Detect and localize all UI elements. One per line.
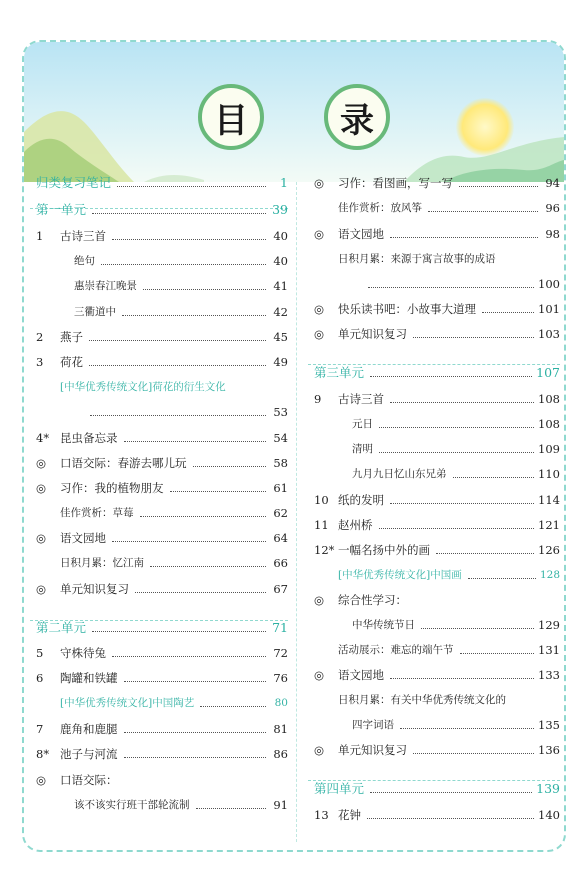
toc-page-number: 64 [273,531,288,545]
toc-entry-number: 5 [36,646,44,660]
dot-leader [112,239,266,240]
toc-page-number: 41 [273,279,288,293]
dot-leader [150,566,266,567]
dot-leader [112,541,266,542]
toc-page-number: 53 [273,405,288,419]
toc-entry-number: 10 [314,493,329,507]
toc-entry-title: 守株待兔 [60,646,106,660]
toc-entry-title: 燕子 [60,330,83,344]
toc-entry-row[interactable] [314,643,560,657]
toc-page-number: 40 [273,229,288,243]
toc-entry-row[interactable] [314,593,560,607]
toc-entry-row[interactable] [314,543,560,557]
toc-entry-title: 昆虫备忘录 [60,431,118,445]
toc-entry-title: [中华优秀传统文化]荷花的衍生文化 [60,381,226,393]
dot-leader [135,592,266,593]
toc-entry-title: 荷花 [60,355,83,369]
toc-entry-number: ◎ [314,327,325,341]
toc-entry-title: 综合性学习： [338,593,407,607]
toc-entry-number: ◎ [314,668,325,682]
toc-entry-row[interactable] [314,668,560,682]
dot-leader [370,792,532,793]
dot-leader [101,264,266,265]
toc-entry-row[interactable] [314,467,560,481]
toc-entry-number: ◎ [314,593,325,607]
toc-entry-row[interactable] [314,277,560,291]
dot-leader [390,503,534,504]
toc-entry-title: 花钟 [338,808,361,822]
toc-entry-row[interactable] [36,671,288,685]
toc-page-number: 71 [272,620,288,635]
toc-entry-title: 日积月累：有关中华优秀传统文化的 [338,694,506,706]
toc-entry-row[interactable] [314,417,560,431]
toc-entry-row[interactable] [314,568,560,582]
toc-entry-number: 6 [36,671,44,685]
toc-entry-title: 四字词语 [352,719,394,731]
dot-leader [459,186,538,187]
toc-page-number: 114 [538,493,560,507]
toc-page-number: 49 [273,355,288,369]
toc-entry-row[interactable] [314,518,560,532]
toc-page-number: 94 [545,176,560,190]
dot-leader [89,365,266,366]
dot-leader [368,287,534,288]
toc-entry-number: ◎ [314,743,325,757]
toc-entry-row[interactable] [36,279,288,293]
toc-entry-row[interactable] [36,722,288,736]
toc-entry-title: 日积月累：来源于寓言故事的成语 [338,253,496,265]
toc-entry-row[interactable] [36,798,288,812]
toc-entry-title: 单元知识复习 [338,743,407,757]
toc-entry-number: ◎ [36,456,47,470]
dot-leader [92,631,266,632]
toc-page-number: 108 [538,392,560,406]
toc-entry-number: ◎ [36,773,47,787]
dot-leader [124,757,267,758]
toc-entry-row[interactable] [314,327,560,341]
toc-entry-row[interactable] [314,693,560,707]
toc-entry-number: ◎ [36,481,47,495]
toc-page-number: 140 [538,808,560,822]
toc-section-title: 第三单元 [314,365,365,380]
toc-entry-number: 13 [314,808,329,822]
title-char-2: 录 [324,84,390,150]
toc-entry-title: 陶罐和铁罐 [60,671,118,685]
toc-entry-number: 12* [314,543,335,557]
toc-page-number: 126 [538,543,560,557]
toc-entry-row[interactable] [36,481,288,495]
toc-entry-title: 口语交际： [60,773,118,787]
toc-entry-row[interactable] [36,456,288,470]
toc-entry-number: 8* [36,747,50,761]
toc-page-number: 76 [273,671,288,685]
toc-entry-number: 2 [36,330,44,344]
toc-entry-number: ◎ [314,302,325,316]
toc-page-number: 101 [538,302,560,316]
toc-page-number: 100 [538,277,560,291]
toc-entry-row[interactable] [36,531,288,545]
dot-leader [390,678,534,679]
toc-entry-title: [中华优秀传统文化]中国画 [338,569,462,581]
toc-entry-title: 清明 [352,443,373,455]
toc-entry-title: 活动展示：难忘的端午节 [338,644,454,656]
toc-entry-title: 该不该实行班干部轮流制 [74,799,190,811]
toc-entry-title: 快乐读书吧：小故事大道理 [338,302,476,316]
toc-section-title: 第四单元 [314,781,365,796]
toc-entry-row[interactable] [314,302,560,316]
dot-leader [196,808,267,809]
toc-entry-title: 中华传统节日 [352,619,415,631]
toc-entry-row[interactable] [314,442,560,456]
toc-entry-row[interactable] [36,355,288,369]
toc-page-number: 45 [273,330,288,344]
toc-page-number: 136 [538,743,560,757]
toc-entry-title: 纸的发明 [338,493,384,507]
dot-leader [379,427,534,428]
toc-entry-number: 9 [314,392,322,406]
dot-leader [482,312,534,313]
toc-entry-number: ◎ [36,531,47,545]
toc-entry-title: 单元知识复习 [60,582,129,596]
toc-entry-title: 惠崇春江晚景 [74,280,137,292]
toc-entry-title: 习作：看图画，写一写 [338,176,453,190]
toc-entry-title: 习作：我的植物朋友 [60,481,164,495]
dot-leader [117,186,266,187]
toc-entry-row[interactable] [36,773,288,787]
toc-entry-number: 1 [36,229,44,243]
toc-entry-number: 7 [36,722,44,736]
toc-entry-title: 佳作赏析：放风筝 [338,202,422,214]
toc-entry-title: 口语交际：春游去哪儿玩 [60,456,187,470]
dot-leader [453,477,535,478]
toc-entry-number: ◎ [36,582,47,596]
toc-page-number: 39 [272,202,288,217]
toc-page-number: 109 [538,442,560,456]
dot-leader [413,337,534,338]
dot-leader [90,415,266,416]
dot-leader [367,818,534,819]
dot-leader [193,466,267,467]
toc-entry-title: 三衢道中 [74,306,116,318]
toc-entry-row[interactable] [36,380,288,394]
toc-entry-title: 日积月累：忆江南 [60,557,144,569]
toc-section-row[interactable] [314,782,560,796]
toc-page-number: 40 [273,254,288,268]
toc-section-title: 第二单元 [36,620,87,635]
toc-entry-number: 11 [314,518,329,532]
toc-section-title: 第一单元 [36,202,87,217]
toc-page-number: 110 [538,467,560,481]
dot-leader [460,653,535,654]
column-divider [296,182,297,842]
toc-entry-row[interactable] [314,176,560,190]
dot-leader [124,441,267,442]
toc-page-number: 67 [273,582,288,596]
toc-page-number: 58 [273,456,288,470]
toc-entry-number: 3 [36,355,44,369]
toc-entry-row[interactable] [314,227,560,241]
dot-leader [92,213,266,214]
toc-page-number: 128 [539,569,560,581]
toc-entry-row[interactable] [36,254,288,268]
dot-leader [436,553,534,554]
toc-entry-row[interactable] [36,431,288,445]
toc-entry-title: 语文园地 [60,531,106,545]
toc-entry-row[interactable] [314,252,560,266]
toc-page-number: 98 [545,227,560,241]
toc-section-row[interactable] [36,621,288,635]
toc-entry-number: ◎ [314,176,325,190]
toc-section-row[interactable] [36,176,288,190]
toc-section-row[interactable] [314,366,560,380]
toc-entry-number: ◎ [314,227,325,241]
toc-entry-row[interactable] [314,392,560,406]
toc-page-number: 62 [273,506,288,520]
dot-leader [124,681,267,682]
toc-page-number: 1 [280,175,288,190]
toc-entry-row[interactable] [314,718,560,732]
toc-page-number: 135 [538,718,560,732]
toc-page-number: 121 [538,518,560,532]
dot-leader [112,656,266,657]
toc-page-number: 133 [538,668,560,682]
toc-section-row[interactable] [36,203,288,217]
dot-leader [140,516,267,517]
dot-leader [379,452,534,453]
toc-page-number: 91 [273,798,288,812]
toc-entry-number: 4* [36,431,50,445]
dot-leader [379,528,535,529]
toc-entry-title: 佳作赏析：草莓 [60,507,134,519]
toc-entry-title: [中华优秀传统文化]中国陶艺 [60,697,195,709]
toc-page-number: 61 [273,481,288,495]
toc-entry-row[interactable] [36,330,288,344]
toc-page-number: 139 [536,781,560,796]
dot-leader [122,315,266,316]
toc-entry-title: 语文园地 [338,227,384,241]
dot-leader [200,706,266,707]
toc-page-number: 96 [545,201,560,215]
toc-entry-title: 赵州桥 [338,518,373,532]
toc-entry-title: 绝句 [74,255,95,267]
dot-leader [428,211,538,212]
toc-page-number: 80 [274,697,288,709]
dot-leader [421,628,534,629]
toc-entry-row[interactable] [36,646,288,660]
toc-entry-title: 池子与河流 [60,747,118,761]
toc-page-number: 107 [536,365,560,380]
dot-leader [89,340,266,341]
dot-leader [468,578,536,579]
toc-entry-row[interactable] [314,493,560,507]
title-char-1: 目 [198,84,264,150]
toc-entry-row[interactable] [36,405,288,419]
toc-entry-row[interactable] [36,696,288,710]
toc-entry-title: 古诗三首 [338,392,384,406]
dot-leader [390,237,538,238]
toc-entry-title: 单元知识复习 [338,327,407,341]
toc-page-number: 129 [538,618,560,632]
toc-entry-row[interactable] [314,201,560,215]
toc-page-number: 66 [273,556,288,570]
toc-entry-row[interactable] [36,747,288,761]
toc-section-title: 归类复习笔记 [36,175,112,190]
toc-page-number: 86 [273,747,288,761]
toc-entry-row[interactable] [314,618,560,632]
toc-page-number: 81 [273,722,288,736]
toc-entry-row[interactable] [36,229,288,243]
toc-page-number: 131 [538,643,560,657]
toc-entry-title: 元日 [352,418,373,430]
toc-page-number: 103 [538,327,560,341]
toc-entry-row[interactable] [36,506,288,520]
toc-entry-row[interactable] [314,743,560,757]
dot-leader [143,289,266,290]
toc-page-number: 42 [273,305,288,319]
toc-entry-row[interactable] [36,305,288,319]
toc-page-number: 54 [273,431,288,445]
toc-entry-row[interactable] [36,556,288,570]
toc-entry-row[interactable] [36,582,288,596]
dot-leader [124,732,267,733]
toc-page-number: 108 [538,417,560,431]
toc-entry-title: 语文园地 [338,668,384,682]
toc-entry-title: 九月九日忆山东兄弟 [352,468,447,480]
dot-leader [400,728,534,729]
toc-entry-title: 古诗三首 [60,229,106,243]
toc-entry-title: 鹿角和鹿腿 [60,722,118,736]
dot-leader [390,402,534,403]
toc-page-number: 72 [273,646,288,660]
header-banner [24,42,564,182]
dot-leader [170,491,267,492]
dot-leader [370,376,532,377]
dot-leader [413,753,534,754]
toc-entry-title: 一幅名扬中外的画 [338,543,430,557]
toc-entry-row[interactable] [314,808,560,822]
